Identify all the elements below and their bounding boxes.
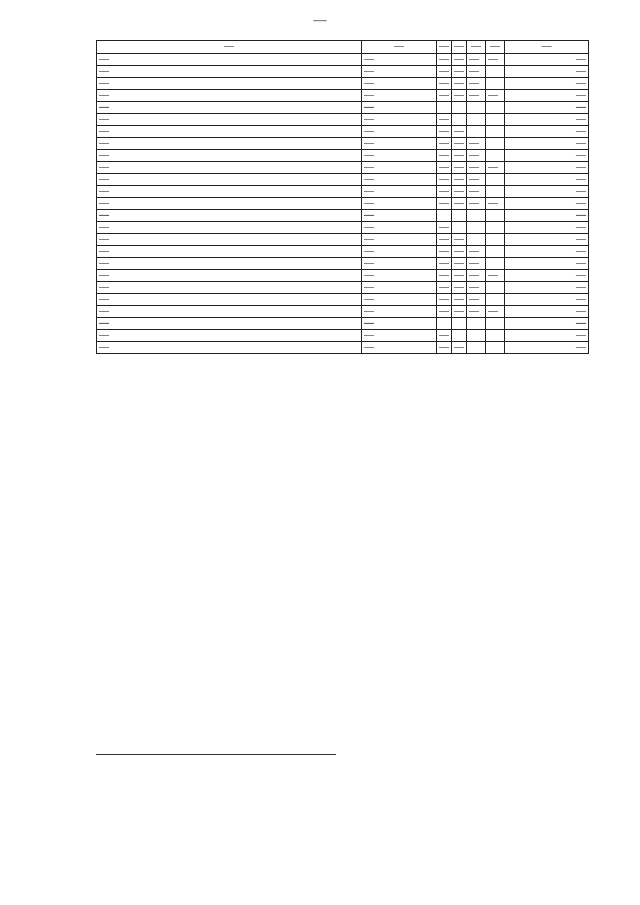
csr-cell: — — [362, 90, 437, 102]
vr-cell: — — [467, 90, 486, 102]
vr-cell: — — [467, 150, 486, 162]
vr-cell — [467, 102, 486, 114]
gr-cell: — — [486, 306, 505, 318]
sum-cell: — — [505, 54, 589, 66]
vr-cell — [467, 210, 486, 222]
vr-cell: — — [467, 270, 486, 282]
pr-cell — [452, 114, 467, 126]
table-row — [97, 66, 589, 78]
gr-cell: — — [486, 90, 505, 102]
name-cell: — — [97, 102, 362, 114]
table-header-row — [97, 41, 589, 54]
rz-cell: — — [437, 246, 452, 258]
pr-cell: — — [452, 126, 467, 138]
vr-cell: — — [467, 162, 486, 174]
rz-cell: — — [437, 186, 452, 198]
sum-cell: — — [505, 222, 589, 234]
name-cell: — — [97, 246, 362, 258]
vr-cell: — — [467, 78, 486, 90]
csr-cell: — — [362, 162, 437, 174]
vr-cell: — — [467, 282, 486, 294]
csr-cell: — — [362, 318, 437, 330]
name-cell: — — [97, 186, 362, 198]
vr-cell: — — [467, 258, 486, 270]
csr-cell: — — [362, 198, 437, 210]
table-row — [97, 162, 589, 174]
gr-cell — [486, 186, 505, 198]
sum-cell: — — [505, 90, 589, 102]
sum-cell: — — [505, 150, 589, 162]
pr-cell: — — [452, 78, 467, 90]
pr-cell — [452, 330, 467, 342]
pr-cell: — — [452, 246, 467, 258]
gr-cell — [486, 138, 505, 150]
vr-cell: — — [467, 246, 486, 258]
name-cell: — — [97, 150, 362, 162]
name-cell: — — [97, 126, 362, 138]
rz-cell: — — [437, 330, 452, 342]
sum-cell: — — [505, 126, 589, 138]
name-cell: — — [97, 294, 362, 306]
pr-cell: — — [452, 174, 467, 186]
gr-cell — [486, 246, 505, 258]
table-row — [97, 342, 589, 354]
name-cell: — — [97, 306, 362, 318]
table-row — [97, 258, 589, 270]
sum-cell: — — [505, 78, 589, 90]
vr-cell — [467, 234, 486, 246]
name-cell: — — [97, 234, 362, 246]
csr-cell: — — [362, 258, 437, 270]
sum-cell: — — [505, 282, 589, 294]
pr-cell — [452, 210, 467, 222]
table-row — [97, 78, 589, 90]
sum-cell: — — [505, 258, 589, 270]
gr-cell — [486, 330, 505, 342]
rz-cell: — — [437, 234, 452, 246]
pr-cell: — — [452, 342, 467, 354]
rz-cell: — — [437, 258, 452, 270]
header-name: — — [97, 41, 362, 54]
sum-cell: — — [505, 138, 589, 150]
gr-cell — [486, 174, 505, 186]
table-row — [97, 270, 589, 282]
header-rz: — — [437, 41, 452, 54]
table-row — [97, 54, 589, 66]
sum-cell: — — [505, 294, 589, 306]
rz-cell: — — [437, 270, 452, 282]
rz-cell: — — [437, 114, 452, 126]
table-row — [97, 150, 589, 162]
sum-cell: — — [505, 198, 589, 210]
sum-cell: — — [505, 186, 589, 198]
sum-cell: — — [505, 270, 589, 282]
vr-cell — [467, 114, 486, 126]
table-row — [97, 330, 589, 342]
name-cell: — — [97, 342, 362, 354]
pr-cell — [452, 318, 467, 330]
name-cell: — — [97, 90, 362, 102]
csr-cell: — — [362, 78, 437, 90]
vr-cell: — — [467, 186, 486, 198]
name-cell: — — [97, 78, 362, 90]
rz-cell: — — [437, 126, 452, 138]
gr-cell — [486, 210, 505, 222]
header-gr: — — [486, 41, 505, 54]
name-cell: — — [97, 114, 362, 126]
pr-cell: — — [452, 234, 467, 246]
gr-cell: — — [486, 54, 505, 66]
gr-cell — [486, 150, 505, 162]
name-cell: — — [97, 330, 362, 342]
csr-cell: — — [362, 270, 437, 282]
gr-cell: — — [486, 270, 505, 282]
pr-cell: — — [452, 294, 467, 306]
vr-cell: — — [467, 66, 486, 78]
csr-cell: — — [362, 102, 437, 114]
pr-cell: — — [452, 150, 467, 162]
rz-cell: — — [437, 174, 452, 186]
table-row — [97, 126, 589, 138]
gr-cell — [486, 294, 505, 306]
gr-cell: — — [486, 198, 505, 210]
sum-cell: — — [505, 174, 589, 186]
rz-cell: — — [437, 90, 452, 102]
name-cell: — — [97, 318, 362, 330]
gr-cell — [486, 282, 505, 294]
vr-cell — [467, 222, 486, 234]
csr-cell: — — [362, 54, 437, 66]
name-cell: — — [97, 66, 362, 78]
sum-cell: — — [505, 102, 589, 114]
rz-cell — [437, 318, 452, 330]
pr-cell: — — [452, 54, 467, 66]
csr-cell: — — [362, 138, 437, 150]
budget-table — [96, 40, 589, 354]
table-body — [97, 54, 589, 354]
table-row — [97, 246, 589, 258]
table-row — [97, 306, 589, 318]
gr-cell — [486, 66, 505, 78]
table-row — [97, 174, 589, 186]
gr-cell — [486, 258, 505, 270]
pr-cell — [452, 222, 467, 234]
table-row — [97, 222, 589, 234]
header-vr: — — [467, 41, 486, 54]
name-cell: — — [97, 138, 362, 150]
vr-cell: — — [467, 306, 486, 318]
name-cell: — — [97, 162, 362, 174]
gr-cell — [486, 222, 505, 234]
pr-cell: — — [452, 162, 467, 174]
csr-cell: — — [362, 330, 437, 342]
rz-cell: — — [437, 162, 452, 174]
name-cell: — — [97, 54, 362, 66]
vr-cell: — — [467, 174, 486, 186]
sum-cell: — — [505, 306, 589, 318]
name-cell: — — [97, 198, 362, 210]
rz-cell: — — [437, 342, 452, 354]
gr-cell — [486, 114, 505, 126]
table-row — [97, 198, 589, 210]
csr-cell: — — [362, 66, 437, 78]
vr-cell: — — [467, 54, 486, 66]
csr-cell: — — [362, 234, 437, 246]
table-row — [97, 210, 589, 222]
pr-cell: — — [452, 270, 467, 282]
rz-cell: — — [437, 150, 452, 162]
rz-cell: — — [437, 306, 452, 318]
csr-cell: — — [362, 126, 437, 138]
gr-cell — [486, 342, 505, 354]
rz-cell: — — [437, 282, 452, 294]
rz-cell: — — [437, 66, 452, 78]
pr-cell: — — [452, 90, 467, 102]
sum-cell: — — [505, 246, 589, 258]
gr-cell — [486, 126, 505, 138]
sum-cell: — — [505, 114, 589, 126]
vr-cell: — — [467, 294, 486, 306]
sum-cell: — — [505, 162, 589, 174]
pr-cell: — — [452, 198, 467, 210]
sum-cell: — — [505, 66, 589, 78]
pr-cell: — — [452, 66, 467, 78]
csr-cell: — — [362, 114, 437, 126]
table-row — [97, 318, 589, 330]
table-row — [97, 234, 589, 246]
rz-cell: — — [437, 294, 452, 306]
table-row — [97, 186, 589, 198]
name-cell: — — [97, 270, 362, 282]
header-sum: — — [505, 41, 589, 54]
gr-cell — [486, 234, 505, 246]
table-row — [97, 294, 589, 306]
sum-cell: — — [505, 330, 589, 342]
vr-cell — [467, 318, 486, 330]
vr-cell: — — [467, 198, 486, 210]
vr-cell — [467, 330, 486, 342]
table-row — [97, 114, 589, 126]
table-row — [97, 102, 589, 114]
pr-cell: — — [452, 306, 467, 318]
pr-cell: — — [452, 258, 467, 270]
pr-cell — [452, 102, 467, 114]
rz-cell: — — [437, 138, 452, 150]
rz-cell: — — [437, 54, 452, 66]
sum-cell: — — [505, 234, 589, 246]
gr-cell: — — [486, 162, 505, 174]
csr-cell: — — [362, 306, 437, 318]
csr-cell: — — [362, 210, 437, 222]
rz-cell: — — [437, 222, 452, 234]
sum-cell: — — [505, 318, 589, 330]
gr-cell — [486, 318, 505, 330]
rz-cell — [437, 210, 452, 222]
header-csr: — — [362, 41, 437, 54]
rz-cell: — — [437, 198, 452, 210]
csr-cell: — — [362, 222, 437, 234]
name-cell: — — [97, 222, 362, 234]
pr-cell: — — [452, 282, 467, 294]
rz-cell — [437, 102, 452, 114]
sum-cell: — — [505, 210, 589, 222]
pr-cell: — — [452, 138, 467, 150]
vr-cell — [467, 126, 486, 138]
name-cell: — — [97, 282, 362, 294]
vr-cell: — — [467, 138, 486, 150]
name-cell: — — [97, 174, 362, 186]
footer-rule — [96, 754, 336, 755]
csr-cell: — — [362, 150, 437, 162]
table-row — [97, 90, 589, 102]
pr-cell: — — [452, 186, 467, 198]
header-pr: — — [452, 41, 467, 54]
gr-cell — [486, 102, 505, 114]
rz-cell: — — [437, 78, 452, 90]
table-row — [97, 282, 589, 294]
csr-cell: — — [362, 342, 437, 354]
table-row — [97, 138, 589, 150]
page-number: — — [313, 12, 327, 27]
csr-cell: — — [362, 294, 437, 306]
gr-cell — [486, 78, 505, 90]
csr-cell: — — [362, 282, 437, 294]
csr-cell: — — [362, 246, 437, 258]
sum-cell: — — [505, 342, 589, 354]
csr-cell: — — [362, 174, 437, 186]
csr-cell: — — [362, 186, 437, 198]
name-cell: — — [97, 258, 362, 270]
name-cell: — — [97, 210, 362, 222]
vr-cell — [467, 342, 486, 354]
